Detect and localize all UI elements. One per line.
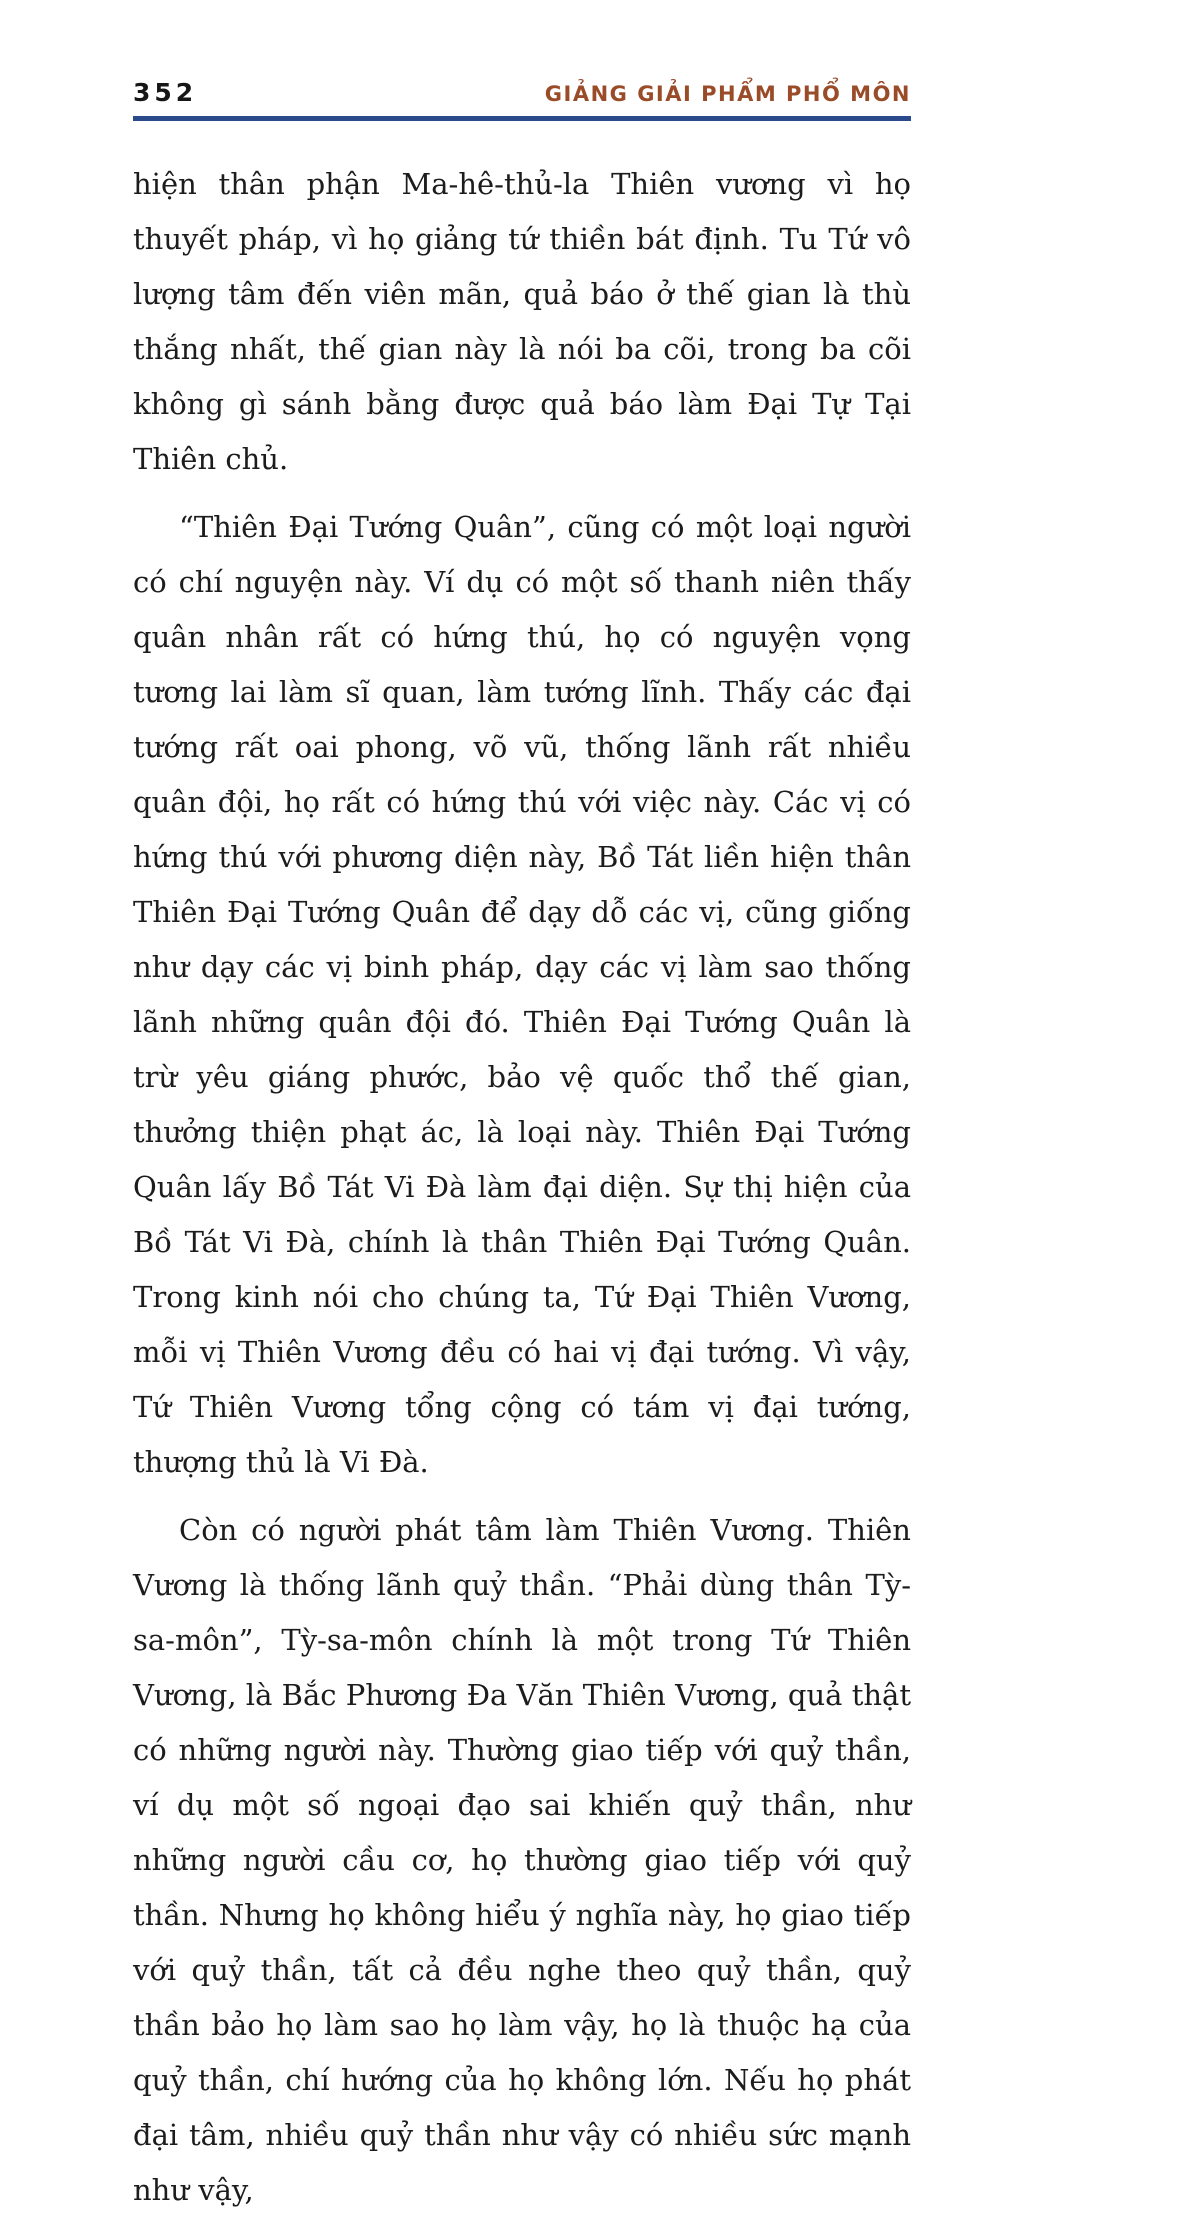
paragraph: “Thiên Đại Tướng Quân”, cũng có một loại người có chí nguyện này. Ví dụ có một số thanh niên thấy quân nhân rất có hứng thú, họ có nguyện vọng tương lai làm sĩ quan, làm tướng lĩnh. Thấy các đại tướng rất oai phong, võ vũ, thống lãnh rất nhiều quân đội, họ rất có hứng thú với việc này. Các vị có hứng thú với phương diện này, Bồ Tát liền hiện thân Thiên Đại Tướng Quân để dạy dỗ các vị, cũng giống như dạy các vị binh pháp, dạy các vị làm sao thống lãnh những quân đội đó. Thiên Đại Tướng Quân là trừ yêu giáng phước, bảo vệ quốc thổ thế gian, thưởng thiện phạt ác, là loại này. Thiên Đại Tướng Quân lấy Bồ Tát Vi Đà làm đại diện. Sự thị hiện của Bồ Tát Vi Đà, chính là thân Thiên Đại Tướng Quân. Trong kinh nói cho chúng ta, Tứ Đại Thiên Vương, mỗi vị Thiên Vương đều có hai vị đại tướng. Vì vậy, Tứ Thiên Vương tổng cộng có tám vị đại tướng, thượng thủ là Vi Đà. — [133, 510, 911, 1479]
running-header — [133, 78, 911, 107]
chapter-title: GIẢNG GIẢI PHẨM PHỔ MÔN — [544, 82, 911, 106]
header-rule-divider — [133, 116, 911, 121]
page-content-area — [133, 78, 911, 2231]
paragraph: hiện thân phận Ma-hê-thủ-la Thiên vương vì họ thuyết pháp, vì họ giảng tứ thiền bát định. Tu Tứ vô lượng tâm đến viên mãn, quả báo ở thế gian là thù thắng nhất, thế gian này là nói ba cõi, trong ba cõi không gì sánh bằng được quả báo làm Đại Tự Tại Thiên chủ. — [133, 167, 911, 476]
body-text — [133, 157, 911, 2218]
page-number: 352 — [133, 78, 198, 107]
paragraph: Còn có người phát tâm làm Thiên Vương. Thiên Vương là thống lãnh quỷ thần. “Phải dùng thân Tỳ-sa-môn”, Tỳ-sa-môn chính là một trong Tứ Thiên Vương, là Bắc Phương Đa Văn Thiên Vương, quả thật có những người này. Thường giao tiếp với quỷ thần, ví dụ một số ngoại đạo sai khiến quỷ thần, như những người cầu cơ, họ thường giao tiếp với quỷ thần. Nhưng họ không hiểu ý nghĩa này, họ giao tiếp với quỷ thần, tất cả đều nghe theo quỷ thần, quỷ thần bảo họ làm sao họ làm vậy, họ là thuộc hạ của quỷ thần, chí hướng của họ không lớn. Nếu họ phát đại tâm, nhiều quỷ thần như vậy có nhiều sức mạnh như vậy, — [133, 1513, 911, 2207]
